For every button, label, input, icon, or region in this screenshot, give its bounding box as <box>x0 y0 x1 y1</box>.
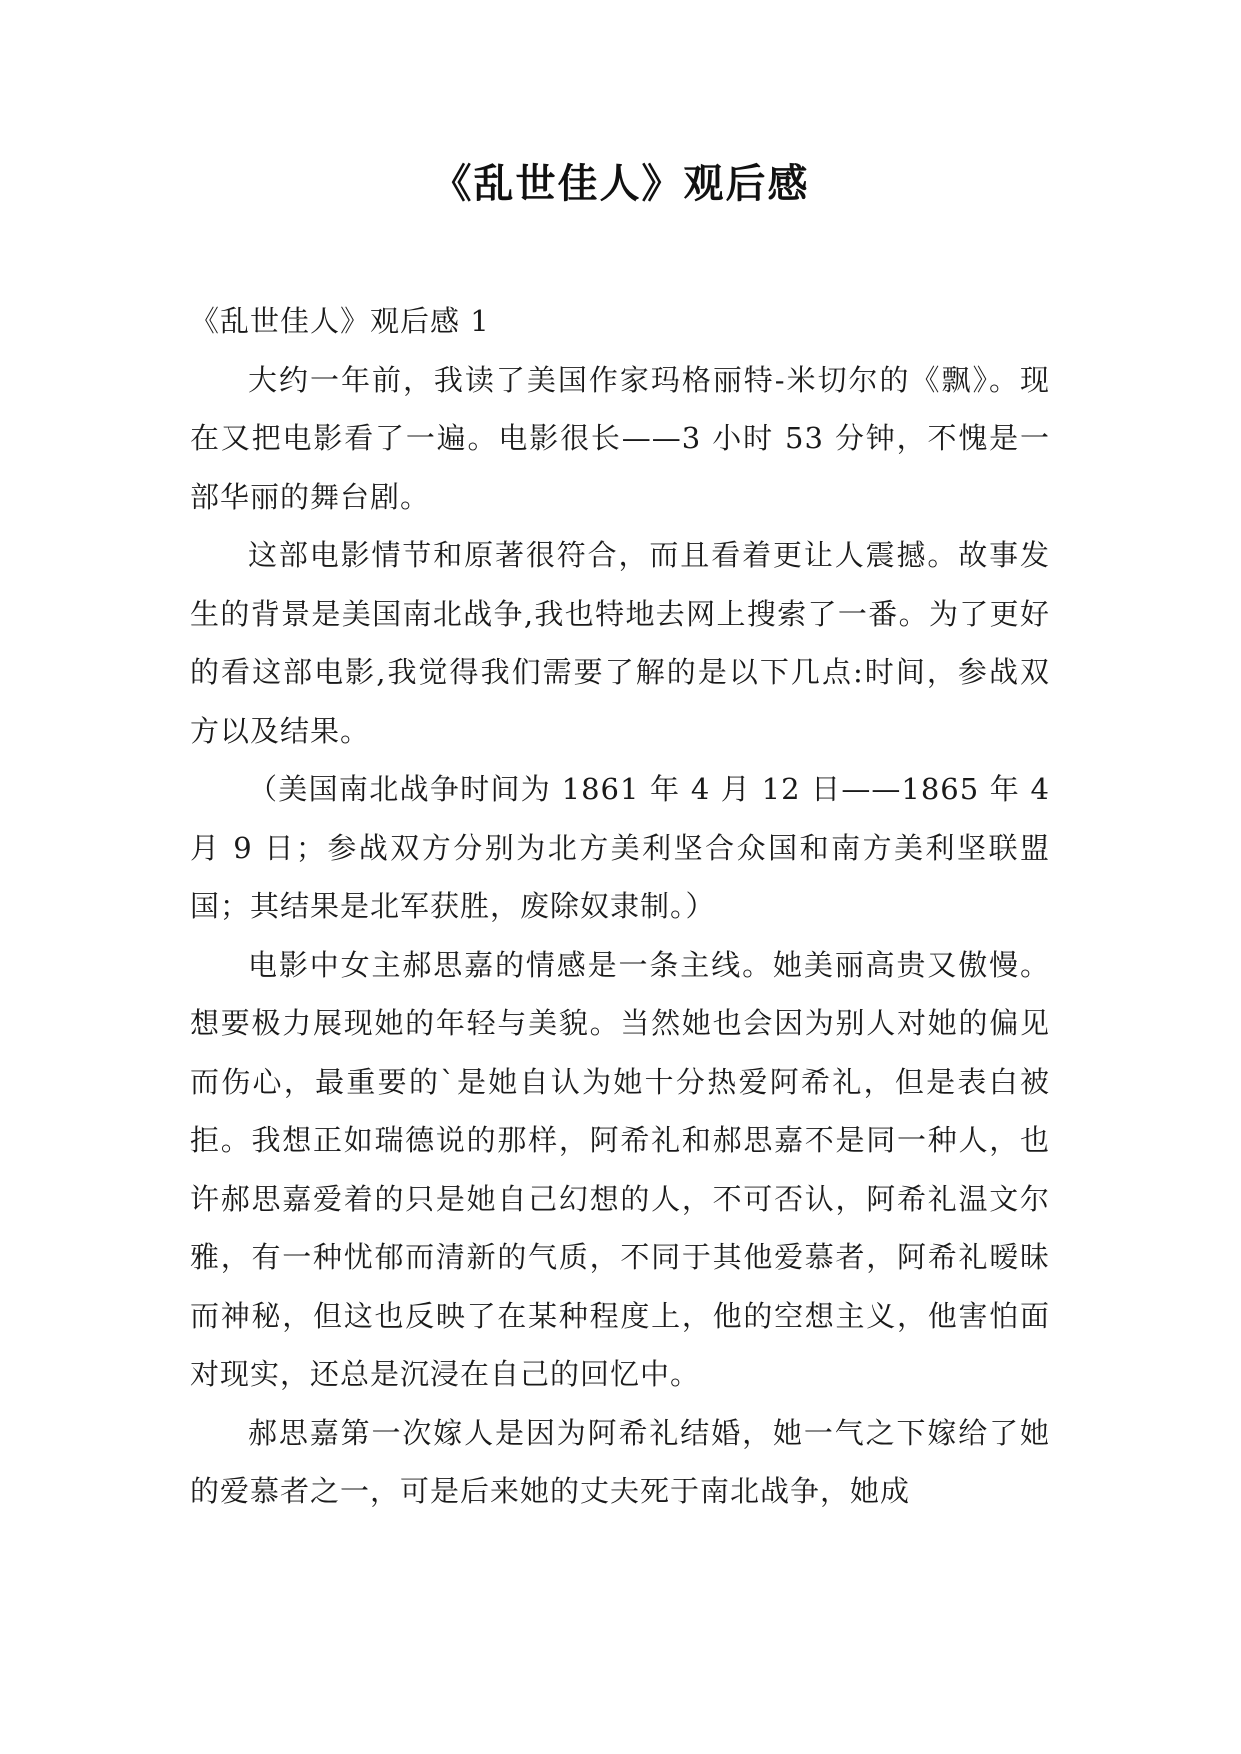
document-body <box>190 292 1050 1521</box>
paragraph: 郝思嘉第一次嫁人是因为阿希礼结婚，她一气之下嫁给了她的爱慕者之一，可是后来她的丈夫死于南北战争，她成 <box>190 1415 1050 1508</box>
paragraph: 大约一年前，我读了美国作家玛格丽特-米切尔的《飘》。现在又把电影看了一遍。电影很长——3 小时 53 分钟，不愧是一部华丽的舞台剧。 <box>190 362 1050 514</box>
section-heading: 《乱世佳人》观后感 1 <box>190 304 490 338</box>
paragraph: （美国南北战争时间为 1861 年 4 月 12 日——1865 年 4 月 9 日；参战双方分别为北方美利坚合众国和南方美利坚联盟国；其结果是北军获胜，废除奴隶制。） <box>190 772 1050 923</box>
paragraph: 这部电影情节和原著很符合，而且看着更让人震撼。故事发生的背景是美国南北战争,我也特地去网上搜索了一番。为了更好的看这部电影,我觉得我们需要了解的是以下几点:时间，参战双方以及结果。 <box>190 538 1050 748</box>
document-title: 《乱世佳人》观后感 <box>431 160 810 207</box>
paragraph: 电影中女主郝思嘉的情感是一条主线。她美丽高贵又傲慢。想要极力展现她的年轻与美貌。当然她也会因为别人对她的偏见而伤心，最重要的`是她自认为她十分热爱阿希礼，但是表白被拒。我想正如瑞德说的那样，阿希礼和郝思嘉不是同一种人，也许郝思嘉爱着的只是她自己幻想的人，不可否认，阿希礼温文尔雅，有一种忧郁而清新的气质，不同于其他爱慕者，阿希礼暧昧而神秘，但这也反映了在某种程度上，他的空想主义，他害怕面对现实，还总是沉浸在自己的回忆中。 <box>190 947 1050 1391</box>
